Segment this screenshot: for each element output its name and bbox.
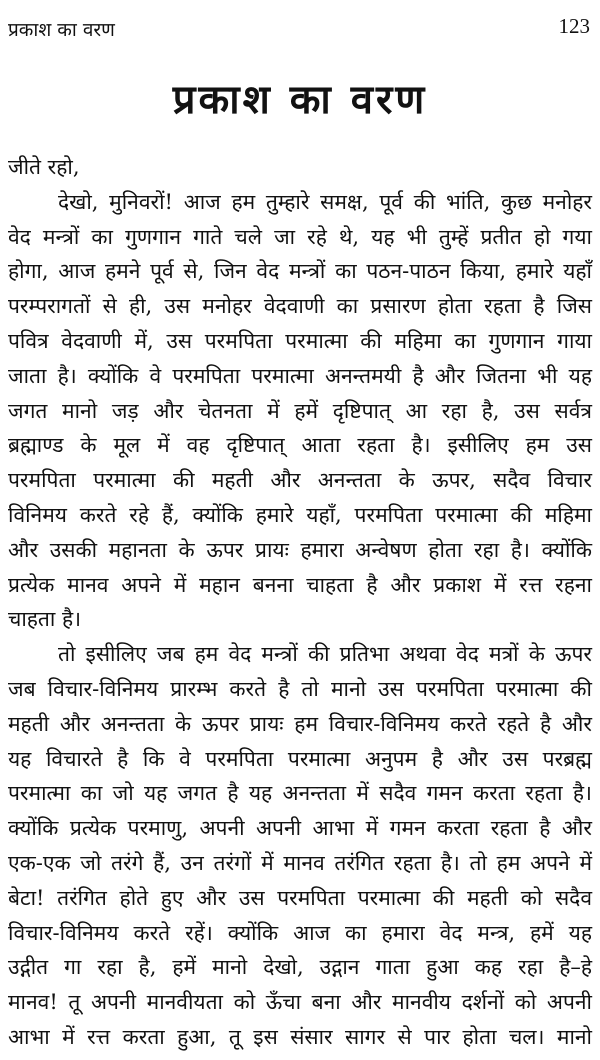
text-line: यह विचारते है कि वे परमपिता परमात्मा अनुपम है और उस परब्रह्म: [8, 746, 592, 771]
text-line: विनिमय करते रहे हैं, क्योंकि हमारे यहाँ, परमपिता परमात्मा की महिमा: [8, 502, 592, 527]
chapter-title: प्रकाश का वरण: [172, 76, 428, 123]
text-line: एक-एक जो तरंगे हैं, उन तरंगों में मानव तरंगित रहता है। तो हम अपने में: [8, 850, 592, 875]
text-line: बेटा! तरंगित होते हुए और उस परमपिता परमात्मा की महती को सदैव: [8, 885, 592, 910]
text-line: पवित्र वेदवाणी में, उस परमपिता परमात्मा की महिमा का गुणगान गाया: [8, 328, 592, 353]
body-text: [8, 150, 592, 1055]
text-line: जाता है। क्योंकि वे परमपिता परमात्मा अनन्तमयी है और जितना भी यह: [8, 363, 592, 388]
text-line: परम्परागतों से ही, उस मनोहर वेदवाणी का प्रसारण होता रहता है जिस: [8, 294, 592, 319]
text-line: चाहता है।: [8, 607, 82, 632]
text-line: परमपिता परमात्मा की महती और अनन्तता के ऊपर, सदैव विचार: [8, 468, 592, 493]
text-line: जगत मानो जड़ और चेतनता में हमें दृष्टिपात् आ रहा है, उस सर्वत्र: [8, 398, 592, 423]
text-line: क्योंकि प्रत्येक परमाणु, अपनी अपनी आभा में गमन करता रहता है और: [8, 816, 592, 841]
text-line: ब्रह्माण्ड के मूल में वह दृष्टिपात् आता रहता है। इसीलिए हम उस: [8, 433, 592, 458]
text-line: मानव! तू अपनी मानवीयता को ऊँचा बना और मानवीय दर्शनों को अपनी: [8, 990, 592, 1015]
text-line: वेद मन्त्रों का गुणगान गाते चले जा रहे थे, यह भी तुम्हें प्रतीत हो गया: [8, 224, 592, 249]
text-line: देखो, मुनिवरों! आज हम तुम्हारे समक्ष, पूर्व की भांति, कुछ मनोहर: [58, 189, 592, 214]
running-title: प्रकाश का वरण: [8, 19, 115, 41]
text-line: होगा, आज हमने पूर्व से, जिन वेद मन्त्रों का पठन-पाठन किया, हमारे यहाँ: [8, 259, 592, 284]
text-line: उद्गीत गा रहा है, हमें मानो देखो, उद्गान गाता हुआ कह रहा है–हे: [8, 955, 592, 980]
text-line: प्रत्येक मानव अपने में महान बनना चाहता है और प्रकाश में रत्त रहना: [8, 572, 592, 597]
text-line: परमात्मा का जो यह जगत है यह अनन्तता में सदैव गमन करता रहता है।: [8, 781, 592, 806]
text-line: और उसकी महानता के ऊपर प्रायः हमारा अन्वेषण होता रहा है। क्योंकि: [8, 537, 592, 562]
text-line: विचार-विनिमय करते रहें। क्योंकि आज का हमारा वेद मन्त्र, हमें यह: [8, 920, 592, 945]
text-line: जीते रहो,: [8, 155, 80, 179]
text-line: आभा में रत्त करता हुआ, तू इस संसार सागर से पार होता चल। मानो: [8, 1024, 592, 1049]
text-line: तो इसीलिए जब हम वेद मन्त्रों की प्रतिभा अथवा वेद मत्रों के ऊपर: [58, 642, 592, 667]
page-number: 123: [558, 14, 590, 38]
text-line: महती और अनन्तता के ऊपर प्रायः हम विचार-विनिमय करते रहते है और: [8, 711, 592, 736]
text-line: जब विचार-विनिमय प्रारम्भ करते है तो मानो उस परमपिता परमात्मा की: [8, 676, 592, 701]
